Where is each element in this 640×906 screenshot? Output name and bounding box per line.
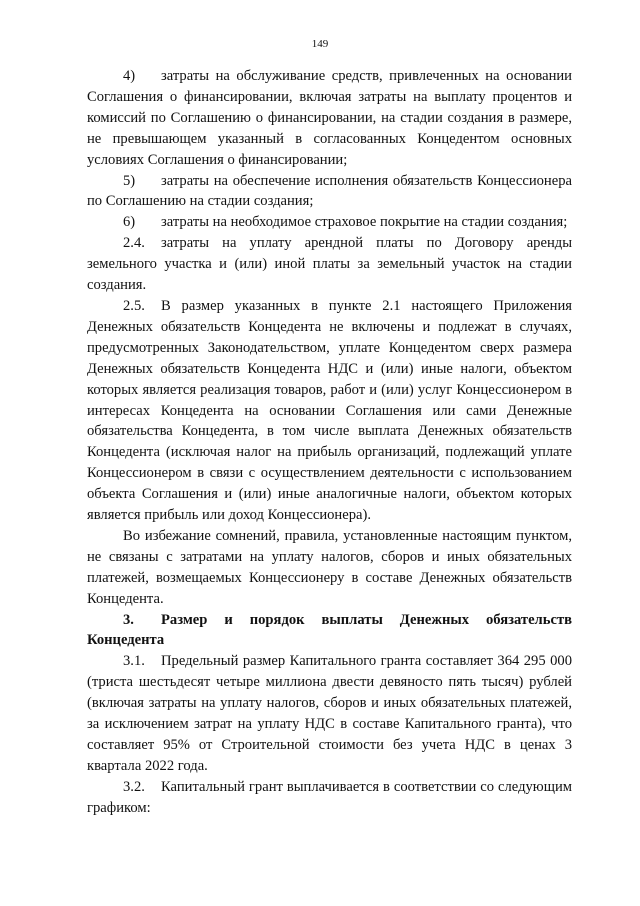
section-number: 3.	[123, 611, 134, 628]
item-number: 6)	[123, 214, 136, 231]
item-number: 5)	[123, 172, 136, 189]
section-heading	[87, 610, 572, 652]
paragraph-text: Во избежание сомнений, правила, установленные настоящим пунктом, не связаны с затратами на уплату налогов, сборов и иных обязательных платежей, возмещаемых Концессионеру в составе Денежных обязательств Концедента.	[87, 527, 572, 607]
page-number: 149	[311, 38, 329, 50]
list-item	[87, 212, 572, 233]
item-text: Капитальный грант выплачивается в соответствии со следующим графиком:	[87, 778, 572, 816]
item-number: 2.5.	[123, 297, 145, 314]
list-item	[87, 651, 572, 776]
item-text: затраты на необходимое страховое покрытие на стадии создания;	[161, 214, 568, 231]
list-item	[87, 296, 572, 526]
paragraph	[87, 526, 572, 610]
item-number: 4)	[123, 68, 136, 84]
item-text: затраты на обслуживание средств, привлеченных на основании Соглашения о финансировании, включая затраты на выплату процентов и комиссий по Соглашению о финансировании, на стадии создания в размере, не превышающем указанный в согласованных Концедентом основных условиях Соглашения о финансировании;	[87, 68, 572, 168]
item-number: 3.2.	[123, 778, 145, 795]
list-item	[87, 171, 572, 213]
item-text: затраты на уплату арендной платы по Договору аренды земельного участка и (или) иной платы за земельный участок на стадии создания.	[87, 235, 572, 294]
list-item	[87, 233, 572, 296]
item-text: В размер указанных в пункте 2.1 настоящего Приложения Денежных обязательств Концедента не включены и подлежат в случаях, предусмотренных Законодательством, уплате Концедентом сверх размера Денежных обязательств Концедента НДС и (или) иные налоги, объектом которых является реализация товаров, работ и (или) услуг Концессионером в интересах Концедента на основании Соглашения или сами Денежные обязательства Концедента, в том числе выплата Денежных обязательств Концедента (исключая налог на прибыль организаций, подлежащий уплате Концессионером в связи с осуществлением деятельности с использованием объекта Соглашения и (или) иные аналогичные налоги, объектом которых является прибыль или доход Концессионера).	[87, 297, 572, 524]
item-number: 3.1.	[123, 653, 145, 670]
item-text: Предельный размер Капитального гранта составляет 364 295 000 (триста шестьдесят четыре миллиона двести девяносто пять тысяч) рублей (включая затраты на уплату налогов, сборов и иных обязательных платежей, за исключением затрат на уплату НДС в составе Капитального гранта), что составляет 95% от Строительной стоимости без учета НДС в ценах 3 квартала 2022 года.	[87, 653, 572, 774]
item-number: 2.4.	[123, 235, 145, 252]
section-title: Размер и порядок выплаты Денежных обязательств Концедента	[87, 611, 572, 649]
list-item	[87, 777, 572, 819]
item-text: затраты на обеспечение исполнения обязательств Концессионера по Соглашению на стадии создания;	[87, 172, 572, 210]
list-item	[87, 66, 572, 171]
document-body	[87, 66, 572, 819]
